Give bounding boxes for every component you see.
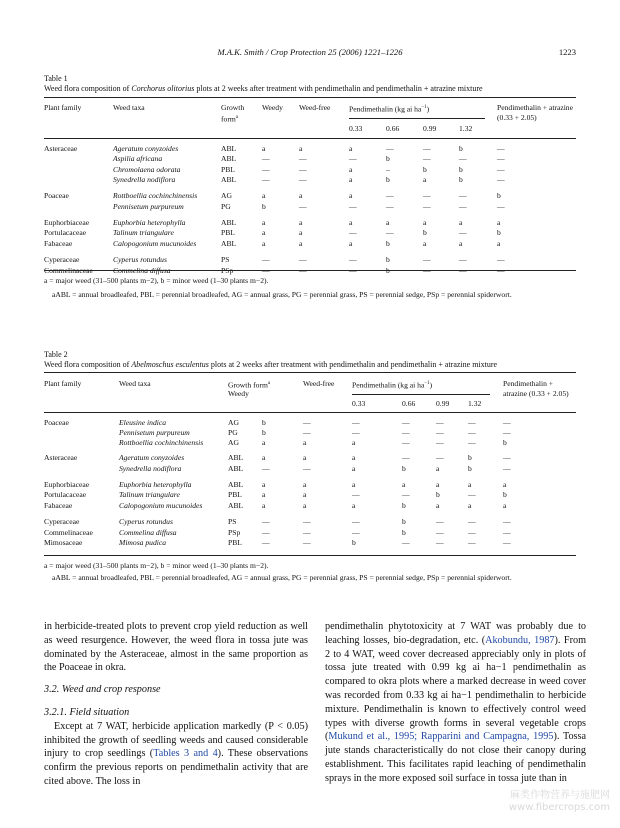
table2-col-growth: Growth form$^a$ (228, 380, 271, 390)
occurrence-cell: a (303, 480, 307, 489)
occurrence-cell: — (436, 528, 444, 537)
occurrence-cell: a (262, 228, 266, 237)
plant-family-cell: Euphorbiaceae (44, 480, 90, 489)
occurrence-cell: a (402, 480, 406, 489)
occurrence-cell: — (436, 428, 444, 437)
occurrence-cell: b (352, 538, 356, 547)
occurrence-cell: — (303, 517, 311, 526)
occurrence-cell: a (503, 480, 507, 489)
occurrence-cell: — (436, 438, 444, 447)
occurrence-cell: a (262, 501, 266, 510)
occurrence-cell: — (503, 428, 511, 437)
occurrence-cell: — (436, 418, 444, 427)
weed-taxa-cell: Synedrella nodiflora (119, 464, 182, 473)
citation-link[interactable]: Mukund et al., 1995; Rapparini and Campagna, 1995 (328, 731, 554, 743)
occurrence-cell: b (386, 175, 390, 184)
occurrence-cell: — (299, 165, 307, 174)
occurrence-cell: — (402, 490, 410, 499)
occurrence-cell: a (299, 239, 303, 248)
occurrence-cell: b (402, 517, 406, 526)
occurrence-cell: a (497, 239, 501, 248)
occurrence-cell: — (402, 438, 410, 447)
weed-taxa-cell: Euphorbia heterophylla (119, 480, 192, 489)
plant-family-cell: Asteraceae (44, 144, 78, 153)
table1-rate: 1.32 (459, 124, 473, 133)
table1-footnote-scale: a = major weed (31–500 plants m−2), b = minor weed (1–30 plants m−2). (44, 276, 269, 285)
occurrence-cell: b (459, 144, 463, 153)
plant-family-cell: Fabaceae (44, 239, 73, 248)
occurrence-cell: — (352, 528, 360, 537)
table1-col-taxa: Weed taxa (113, 103, 145, 112)
occurrence-cell: a (349, 218, 353, 227)
table2-footnote-codes: aABL = annual broadleafed, PBL = perennial broadleafed, AG = annual grass, PG = perennial grass, PS = perennial sedge, PSp = perennial spiderwort. (52, 573, 512, 582)
growth-form-cell: PBL (221, 165, 235, 174)
occurrence-cell: b (386, 266, 390, 275)
occurrence-cell: — (386, 202, 394, 211)
occurrence-cell: a (299, 218, 303, 227)
table1-col-weedy: Weedy (262, 103, 283, 112)
table2-rate: 0.33 (352, 399, 366, 408)
plant-family-cell: Commelinaceae (44, 266, 93, 275)
occurrence-cell: a (352, 464, 356, 473)
occurrence-cell: — (299, 202, 307, 211)
occurrence-cell: b (497, 228, 501, 237)
occurrence-cell: — (468, 517, 476, 526)
paragraph: in herbicide-treated plots to prevent crop yield reduction as well as weed resurgence. However, the weed flora in tossa jute was dominated by the Asteraceae, almost in the same proportion as the Poaceae in okra. (44, 621, 308, 674)
occurrence-cell: — (262, 266, 270, 275)
occurrence-cell: a (423, 218, 427, 227)
occurrence-cell: — (503, 418, 511, 427)
occurrence-cell: a (459, 218, 463, 227)
occurrence-cell: a (303, 490, 307, 499)
table1-top-rule (44, 97, 576, 98)
occurrence-cell: a (352, 501, 356, 510)
occurrence-cell: a (349, 239, 353, 248)
growth-form-cell: PS (228, 517, 237, 526)
occurrence-cell: a (262, 239, 266, 248)
growth-form-cell: PG (228, 428, 238, 437)
running-header (44, 47, 576, 59)
table1-caption: Weed flora composition of Corchorus olitorius plots at 2 weeks after treatment with pendimethalin and pendimethalin + atrazine mixture (44, 84, 483, 93)
occurrence-cell: b (503, 438, 507, 447)
occurrence-cell: b (262, 418, 266, 427)
occurrence-cell: — (468, 528, 476, 537)
table2-col-weedfree: Weed-free (303, 379, 335, 388)
occurrence-cell: — (497, 165, 505, 174)
table1-col-growth: Growth (221, 103, 245, 112)
plant-family-cell: Poaceae (44, 191, 69, 200)
occurrence-cell: a (303, 501, 307, 510)
growth-form-cell: ABL (221, 239, 237, 248)
occurrence-cell: — (402, 418, 410, 427)
occurrence-cell: b (262, 202, 266, 211)
table1-col-pendimethalin: Pendimethalin (kg ai $ha^{-1}$) (349, 104, 430, 114)
occurrence-cell: a (349, 191, 353, 200)
occurrence-cell: b (503, 490, 507, 499)
occurrence-cell: — (349, 228, 357, 237)
occurrence-cell: — (459, 202, 467, 211)
growth-form-cell: AG (228, 418, 239, 427)
occurrence-cell: a (349, 144, 353, 153)
plant-family-cell: Portulacaceae (44, 490, 87, 499)
occurrence-cell: — (423, 154, 431, 163)
occurrence-cell: a (262, 480, 266, 489)
occurrence-cell: — (459, 255, 467, 264)
weed-taxa-cell: Euphorbia heterophylla (113, 218, 186, 227)
occurrence-cell: — (262, 255, 270, 264)
occurrence-cell: a (349, 175, 353, 184)
table2-col-family: Plant family (44, 379, 82, 388)
occurrence-cell: b (436, 490, 440, 499)
plant-family-cell: Euphorbiaceae (44, 218, 90, 227)
weed-taxa-cell: Talinum triangulare (119, 490, 180, 499)
occurrence-cell: a (262, 144, 266, 153)
occurrence-cell: b (459, 165, 463, 174)
occurrence-cell: — (423, 144, 431, 153)
occurrence-cell: — (349, 202, 357, 211)
growth-form-cell: PSp (221, 266, 234, 275)
table2-col-weedy: Weedy (228, 389, 249, 398)
occurrence-cell: — (459, 191, 467, 200)
table2-label: Table 2 (44, 350, 68, 359)
table1-col-weedfree: Weed-free (299, 103, 331, 112)
body-column-right (325, 620, 586, 786)
occurrence-cell: a (262, 191, 266, 200)
table1-footnote-codes: aABL = annual broadleafed, PBL = perennial broadleafed, AG = annual grass, PG = perennial grass, PS = perennial sedge, PSp = perennial spiderwort. (52, 290, 512, 299)
weed-taxa-cell: Chromolaena odorata (113, 165, 181, 174)
plant-family-cell: Cyperaceae (44, 255, 80, 264)
occurrence-cell: — (503, 464, 511, 473)
weed-taxa-cell: Aspilia africana (113, 154, 163, 163)
weed-taxa-cell: Pennisetum purpureum (119, 428, 190, 437)
occurrence-cell: b (386, 255, 390, 264)
occurrence-cell: a (299, 228, 303, 237)
table-reference-link[interactable]: Tables 3 and 4 (153, 748, 218, 760)
occurrence-cell: a (459, 239, 463, 248)
occurrence-cell: — (402, 428, 410, 437)
table2-col-mix-rate: atrazine (0.33 + 2.05) (503, 389, 569, 398)
growth-form-cell: ABL (228, 480, 244, 489)
growth-form-cell: PG (221, 202, 231, 211)
occurrence-cell: a (423, 175, 427, 184)
growth-form-cell: PSp (228, 528, 241, 537)
occurrence-cell: a (352, 453, 356, 462)
occurrence-cell: — (262, 464, 270, 473)
table2-rate: 0.99 (436, 399, 450, 408)
occurrence-cell: – (386, 165, 390, 174)
occurrence-cell: — (468, 438, 476, 447)
occurrence-cell: b (423, 228, 427, 237)
weed-taxa-cell: Cyperus rotundus (119, 517, 173, 526)
weed-taxa-cell: Rottboellia cochinchinensis (119, 438, 204, 447)
weed-taxa-cell: Rottboellia cochinchinensis (113, 191, 198, 200)
occurrence-cell: — (497, 154, 505, 163)
occurrence-cell: b (386, 239, 390, 248)
occurrence-cell: a (352, 480, 356, 489)
table1-header-rule (44, 138, 576, 139)
occurrence-cell: b (402, 501, 406, 510)
occurrence-cell: — (436, 517, 444, 526)
occurrence-cell: a (349, 165, 353, 174)
watermark: 麻类作物营养与施肥网 www.fibercrops.com (508, 790, 610, 813)
occurrence-cell: — (468, 428, 476, 437)
occurrence-cell: — (262, 175, 270, 184)
occurrence-cell: a (262, 453, 266, 462)
occurrence-cell: b (468, 464, 472, 473)
plant-family-cell: Commelinaceae (44, 528, 93, 537)
occurrence-cell: — (497, 175, 505, 184)
table1-col-mix-rate: (0.33 + 2.05) (497, 113, 537, 122)
plant-family-cell: Poaceae (44, 418, 69, 427)
weed-taxa-cell: Eleusine indica (119, 418, 167, 427)
occurrence-cell: — (503, 538, 511, 547)
occurrence-cell: a (262, 218, 266, 227)
occurrence-cell: a (262, 438, 266, 447)
occurrence-cell: — (497, 144, 505, 153)
occurrence-cell: — (468, 490, 476, 499)
table2-rate: 1.32 (468, 399, 482, 408)
occurrence-cell: — (303, 528, 311, 537)
occurrence-cell: — (459, 266, 467, 275)
page-number: 1223 (558, 47, 576, 57)
occurrence-cell: a (503, 501, 507, 510)
growth-form-cell: AG (221, 191, 232, 200)
weed-taxa-cell: Pennisetum purpureum (113, 202, 184, 211)
occurrence-cell: — (349, 266, 357, 275)
occurrence-cell: — (386, 191, 394, 200)
subsection-heading: 3.2.1. Field situation (44, 706, 130, 718)
occurrence-cell: — (402, 538, 410, 547)
growth-form-cell: PBL (228, 538, 242, 547)
occurrence-cell: a (303, 438, 307, 447)
growth-form-cell: ABL (221, 175, 237, 184)
occurrence-cell: — (386, 144, 394, 153)
occurrence-cell: b (468, 453, 472, 462)
occurrence-cell: a (436, 480, 440, 489)
occurrence-cell: — (459, 228, 467, 237)
weed-taxa-cell: Ageratum conyzoides (119, 453, 185, 462)
occurrence-cell: a (303, 453, 307, 462)
occurrence-cell: — (299, 175, 307, 184)
occurrence-cell: a (352, 438, 356, 447)
paragraph: pendimethalin phytotoxicity at 7 WAT was probably due to leaching losses, bio-degradation, etc. (Akobundu, 1987). From 2 to 4 WAT, weed cover decreased appreciably only in plots of tossa jute treated with 0.99 kg ai ha−1 pendimethalin as compared to okra plots where a marked decrease in weed cover was recorded from 0.33 kg ai ha−1 pendimethalin to herbicide mixture. Pendimethalin is known to effectively control weed types with diverse growth forms in several vegetable crops (Mukund et al., 1995; Rapparini and Campagna, 1995). Tossa jute stands characteristically do not close their canopy during establishment. This facilitates rapid leaching of pendimethalin sprays in the more exposed soil surface in tossa jute than in (325, 621, 586, 784)
growth-form-cell: ABL (221, 144, 237, 153)
journal-citation: M.A.K. Smith / Crop Protection 25 (2006) 1221–1226 (217, 47, 403, 57)
occurrence-cell: — (497, 266, 505, 275)
occurrence-cell: — (352, 490, 360, 499)
occurrence-cell: a (423, 239, 427, 248)
occurrence-cell: — (352, 428, 360, 437)
occurrence-cell: — (468, 538, 476, 547)
occurrence-cell: — (262, 165, 270, 174)
occurrence-cell: a (299, 191, 303, 200)
occurrence-cell: — (503, 528, 511, 537)
weed-taxa-cell: Ageratum conyzoides (113, 144, 179, 153)
table1-label: Table 1 (44, 74, 68, 83)
occurrence-cell: — (349, 154, 357, 163)
table1-bottom-rule (44, 270, 576, 271)
occurrence-cell: — (299, 266, 307, 275)
occurrence-cell: — (262, 528, 270, 537)
occurrence-cell: — (497, 202, 505, 211)
occurrence-cell: a (436, 464, 440, 473)
plant-family-cell: Asteraceae (44, 453, 78, 462)
occurrence-cell: b (423, 165, 427, 174)
weed-taxa-cell: Commelina diffusa (113, 266, 171, 275)
table2-caption: Weed flora composition of Abelmoschus esculentus plots at 2 weeks after treatment with pendimethalin and pendimethalin + atrazine mixture (44, 360, 498, 369)
occurrence-cell: b (402, 464, 406, 473)
occurrence-cell: — (303, 538, 311, 547)
occurrence-cell: — (459, 154, 467, 163)
occurrence-cell: b (386, 154, 390, 163)
occurrence-cell: — (299, 154, 307, 163)
weed-taxa-cell: Calopogonium mucunoides (119, 501, 203, 510)
occurrence-cell: — (303, 464, 311, 473)
plant-family-cell: Cyperaceae (44, 517, 80, 526)
body-column-left (44, 620, 308, 789)
occurrence-cell: — (497, 255, 505, 264)
occurrence-cell: — (468, 418, 476, 427)
occurrence-cell: a (468, 480, 472, 489)
weed-taxa-cell: Commelina diffusa (119, 528, 177, 537)
growth-form-cell: ABL (228, 501, 244, 510)
citation-link[interactable]: Akobundu, 1987 (485, 634, 555, 646)
table2-col-mix: Pendimethalin + (503, 379, 554, 388)
occurrence-cell: — (262, 517, 270, 526)
occurrence-cell: — (423, 202, 431, 211)
paragraph: Except at 7 WAT, herbicide application markedly (P < 0.05) inhibited the growth of seedling weeds and caused considerable injury to crop seedlings (Tables 3 and 4). These observations confirm the previous reports on pendimethalin activity that are cited above. The loss in (44, 720, 309, 787)
table1-col-mix: Pendimethalin + atrazine (497, 103, 573, 112)
occurrence-cell: b (402, 528, 406, 537)
occurrence-cell: — (423, 266, 431, 275)
table2-footnote-scale: a = major weed (31–500 plants m−2), b = minor weed (1–30 plants m−2). (44, 561, 269, 570)
occurrence-cell: — (349, 255, 357, 264)
weed-taxa-cell: Mimosa pudica (119, 538, 167, 547)
growth-form-cell: ABL (228, 453, 244, 462)
weed-taxa-cell: Cyperus rotundus (113, 255, 167, 264)
occurrence-cell: — (503, 517, 511, 526)
occurrence-cell: — (299, 255, 307, 264)
occurrence-cell: — (436, 453, 444, 462)
growth-form-cell: ABL (228, 464, 244, 473)
occurrence-cell: — (386, 228, 394, 237)
occurrence-cell: a (497, 218, 501, 227)
occurrence-cell: — (262, 538, 270, 547)
table1-rate: 0.33 (349, 124, 363, 133)
table1-rate: 0.66 (386, 124, 400, 133)
occurrence-cell: — (262, 154, 270, 163)
occurrence-cell: — (423, 191, 431, 200)
occurrence-cell: — (303, 418, 311, 427)
table2-col-taxa: Weed taxa (119, 379, 151, 388)
occurrence-cell: a (386, 218, 390, 227)
plant-family-cell: Fabaceae (44, 501, 73, 510)
growth-form-cell: PBL (228, 490, 242, 499)
occurrence-cell: a (299, 144, 303, 153)
occurrence-cell: b (262, 428, 266, 437)
occurrence-cell: a (468, 501, 472, 510)
growth-form-cell: AG (228, 438, 239, 447)
table1-rate: 0.99 (423, 124, 437, 133)
table2-rate: 0.66 (402, 399, 416, 408)
table1-spanner-rule (349, 118, 485, 119)
occurrence-cell: a (436, 501, 440, 510)
plant-family-cell: Mimosaceae (44, 538, 83, 547)
occurrence-cell: — (423, 255, 431, 264)
table2-col-pendimethalin: Pendimethalin (kg ai $ha^{-1}$) (352, 380, 433, 390)
occurrence-cell: — (402, 453, 410, 462)
weed-taxa-cell: Synedrella nodiflora (113, 175, 176, 184)
section-heading: 3.2. Weed and crop response (44, 684, 161, 696)
table2-top-rule (44, 372, 576, 373)
occurrence-cell: a (262, 490, 266, 499)
table1-col-form: form$^a$ (221, 114, 238, 124)
table2-bottom-rule (44, 555, 576, 556)
table2-spanner-rule (352, 394, 490, 395)
occurrence-cell: — (352, 517, 360, 526)
occurrence-cell: — (303, 428, 311, 437)
table2-header-rule (44, 412, 576, 413)
weed-taxa-cell: Calopogonium mucunoides (113, 239, 197, 248)
growth-form-cell: ABL (221, 218, 237, 227)
growth-form-cell: PBL (221, 228, 235, 237)
occurrence-cell: — (436, 538, 444, 547)
growth-form-cell: ABL (221, 154, 237, 163)
occurrence-cell: b (497, 191, 501, 200)
weed-taxa-cell: Talinum triangulare (113, 228, 174, 237)
growth-form-cell: PS (221, 255, 230, 264)
occurrence-cell: b (459, 175, 463, 184)
table1-col-family: Plant family (44, 103, 82, 112)
occurrence-cell: — (503, 453, 511, 462)
occurrence-cell: — (352, 418, 360, 427)
plant-family-cell: Portulacaceae (44, 228, 87, 237)
